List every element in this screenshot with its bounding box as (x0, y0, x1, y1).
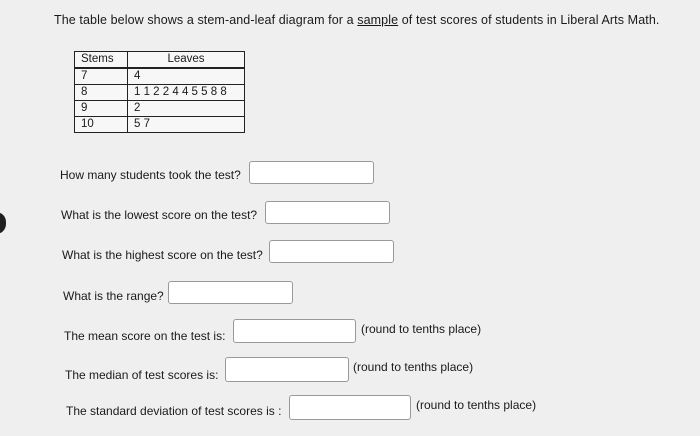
question-mean-label: The mean score on the test is: (64, 329, 226, 343)
range-answer-input[interactable] (168, 281, 293, 304)
table-row (75, 101, 245, 117)
leaf-cell: 5 7 (128, 117, 245, 133)
mean-answer-input[interactable] (233, 319, 356, 343)
intro-text (54, 13, 659, 27)
median-round-note: (round to tenths place) (353, 360, 474, 374)
table-row (75, 68, 245, 85)
table-row (75, 117, 245, 133)
median-answer-input[interactable] (225, 357, 349, 382)
question-range-label: What is the range? (63, 289, 164, 303)
question-highest-label: What is the highest score on the test? (62, 248, 263, 262)
students-answer-input[interactable] (249, 161, 374, 184)
leaves-header: Leaves (128, 52, 245, 69)
stem-leaf-table (74, 51, 245, 133)
question-stdev-label: The standard deviation of test scores is : (66, 404, 282, 418)
leaf-cell: 1 1 2 2 4 4 5 5 8 8 (128, 85, 245, 101)
intro-text-sample: sample (357, 13, 399, 27)
intro-text-before: The table below shows a stem-and-leaf diagram for a (54, 13, 358, 27)
stem-cell: 9 (75, 101, 128, 117)
intro-text-after: of test scores of students in Liberal Arts Math. (398, 13, 660, 27)
leaf-cell: 4 (128, 68, 245, 85)
question-median-label: The median of test scores is: (65, 368, 219, 382)
stem-cell: 8 (75, 85, 128, 101)
side-edge-tab[interactable] (0, 212, 6, 234)
stem-cell: 10 (75, 117, 128, 133)
question-lowest-label: What is the lowest score on the test? (61, 208, 258, 222)
stem-cell: 7 (75, 68, 128, 85)
lowest-answer-input[interactable] (265, 201, 390, 224)
stdev-answer-input[interactable] (289, 395, 411, 420)
question-students-label: How many students took the test? (60, 168, 241, 182)
table-header-row (75, 52, 245, 69)
stems-header: Stems (75, 52, 128, 69)
stdev-round-note: (round to tenths place) (416, 398, 537, 412)
table-row (75, 85, 245, 101)
highest-answer-input[interactable] (269, 240, 394, 263)
mean-round-note: (round to tenths place) (361, 322, 482, 336)
leaf-cell: 2 (128, 101, 245, 117)
